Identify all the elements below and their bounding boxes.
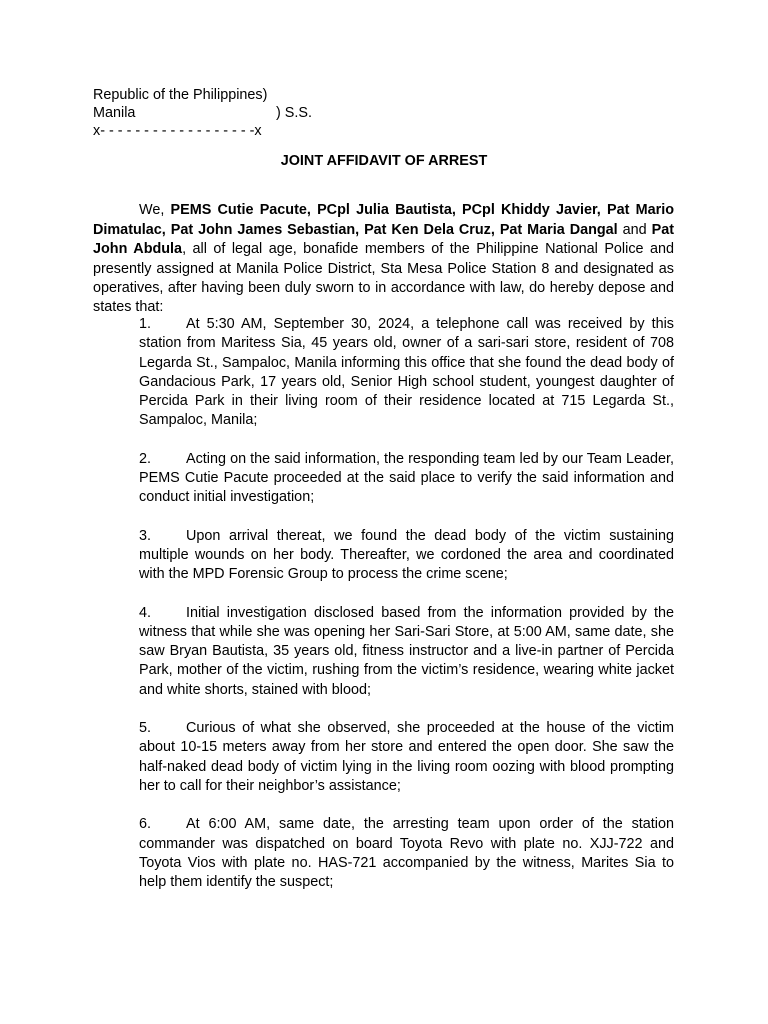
paragraph-number: 2. bbox=[139, 450, 152, 467]
caption-republic-text: Republic of the Philippines) bbox=[93, 87, 268, 103]
venue-caption bbox=[93, 86, 393, 140]
paragraph-number: 5. bbox=[139, 720, 152, 737]
intro-opening: We, bbox=[139, 202, 171, 219]
affiant-last-name: Pat John Abdula bbox=[93, 221, 674, 258]
paragraph-text: Acting on the said information, the responding team led by our Team Leader, PEMS Cutie Pacute proceeded at the said place to verify the said information and conduct initial investigation; bbox=[139, 450, 674, 506]
caption-separator bbox=[93, 122, 393, 140]
caption-ss-text: ) S.S. bbox=[276, 105, 312, 121]
numbered-paragraph bbox=[139, 719, 674, 796]
paragraph-number: 3. bbox=[139, 527, 152, 544]
document-title: JOINT AFFIDAVIT OF ARREST bbox=[280, 153, 488, 169]
numbered-paragraph bbox=[139, 604, 674, 700]
intro-body: , all of legal age, bonafide members of the Philippine National Police and presently assigned at Manila Police District, Sta Mesa Police Station 8 and designated as operatives, after having been duly sworn to in accordance with law, do hereby depose and states that: bbox=[93, 241, 674, 316]
affiant-names: PEMS Cutie Pacute, PCpl Julia Bautista, PCpl Khiddy Javier, Pat Mario Dimatulac, Pat John James Sebastian, Pat Ken Dela Cruz, Pat Maria Dangal bbox=[93, 202, 674, 238]
caption-separator-text: x- - - - - - - - - - - - - - - - - -x bbox=[93, 123, 262, 139]
numbered-paragraph bbox=[139, 450, 674, 508]
caption-line-manila bbox=[93, 104, 393, 122]
paragraph-text: Upon arrival thereat, we found the dead body of the victim sustaining multiple wounds on her body. Thereafter, we cordoned the area and coordinated with the MPD Forensic Group to process the crime scene; bbox=[139, 527, 674, 583]
intro-paragraph bbox=[93, 201, 674, 317]
numbered-paragraphs bbox=[139, 315, 674, 911]
caption-line-republic bbox=[93, 86, 393, 104]
intro-conjunction: and bbox=[617, 221, 652, 238]
paragraph-number: 6. bbox=[139, 816, 152, 833]
paragraph-number: 1. bbox=[139, 316, 152, 332]
numbered-paragraph bbox=[139, 315, 674, 431]
paragraph-text: Initial investigation disclosed based from the information provided by the witness that while she was opening her Sari-Sari Store, at 5:00 AM, same date, she saw Bryan Bautista, 35 years old, fitness instructor and a live-in partner of Percida Park, mother of the victim, rushing from the victim’s residence, wearing white jacket and white shorts, stained with blood; bbox=[139, 604, 674, 698]
paragraph-text: Curious of what she observed, she proceeded at the house of the victim about 10-15 meters away from her store and entered the open door. She saw the half-naked dead body of victim lying in the living room oozing with blood prompting her to call for their neighbor’s assistance; bbox=[139, 720, 674, 794]
paragraph-text: At 6:00 AM, same date, the arresting team upon order of the station commander was dispatched on board Toyota Revo with plate no. XJJ-722 and Toyota Vios with plate no. HAS-721 accompanied by the witness, Marites Sia to help them identify the suspect; bbox=[139, 816, 674, 891]
numbered-paragraph bbox=[139, 815, 674, 892]
numbered-paragraph bbox=[139, 527, 674, 585]
paragraph-text: At 5:30 AM, September 30, 2024, a telephone call was received by this station from Maritess Sia, 45 years old, owner of a sari-sari store, resident of 708 Legarda St., Sampaloc, Manila informing this office that she found the dead body of Gandacious Park, 17 years old, Senior High school student, youngest daughter of Percida Park in their living room of their residence located at 715 Legarda St., Sampaloc, Manila; bbox=[139, 316, 674, 429]
caption-city-text: Manila bbox=[93, 105, 136, 121]
paragraph-number: 4. bbox=[139, 604, 152, 621]
